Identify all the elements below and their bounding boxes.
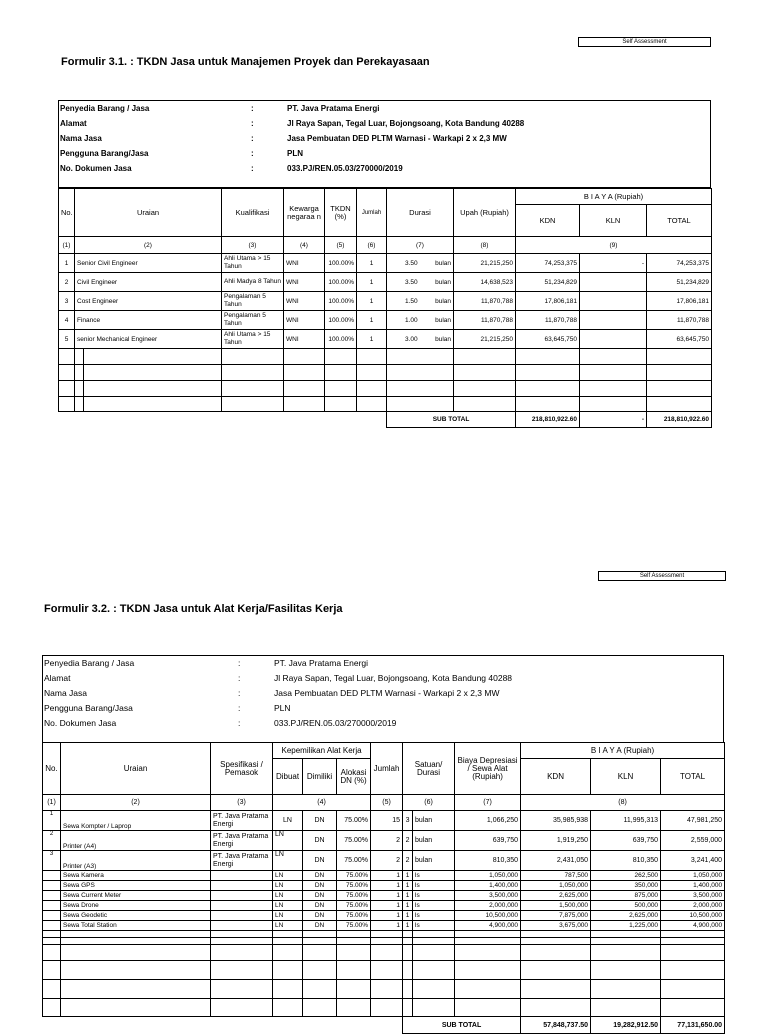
empty-row (43, 980, 725, 999)
row-alokasi: 75.00% (337, 901, 371, 911)
row-jumlah: 1 (357, 273, 387, 292)
row-uraian: Printer (A3) (61, 851, 211, 871)
table-row (43, 811, 725, 831)
row-durasi: 2 (403, 851, 413, 871)
row-dimiliki: DN (303, 831, 337, 851)
row-durasi: 1 (403, 911, 413, 921)
row-satuan: ls (413, 871, 455, 881)
col-number: (2) (75, 237, 222, 254)
row-alokasi: 75.00% (337, 891, 371, 901)
col-kdn: KDN (516, 205, 580, 237)
col-number: (4) (273, 795, 371, 811)
info-sep: : (238, 673, 241, 683)
row-upah: 11,870,788 (454, 311, 516, 330)
col-jumlah: Jumlah (357, 189, 387, 237)
row-kln (580, 273, 647, 292)
row-satuan: bulan (435, 297, 451, 305)
row-kdn: 1,500,000 (521, 901, 591, 911)
info-label: Alamat (60, 119, 87, 128)
row-uraian: Sewa Geodetic (61, 911, 211, 921)
row-jumlah: 1 (357, 254, 387, 273)
col-satuan: Satuan/ Durasi (403, 743, 455, 795)
row-kdn: 787,500 (521, 871, 591, 881)
info-sep: : (238, 688, 241, 698)
row-dimiliki: DN (303, 911, 337, 921)
table-row (43, 851, 725, 871)
info-value: 033.PJ/REN.05.03/270000/2019 (287, 164, 403, 173)
info-sep: : (251, 149, 254, 158)
row-total: 3,241,400 (661, 851, 725, 871)
row-biaya: 1,066,250 (455, 811, 521, 831)
col-tkdn: TKDN (%) (325, 189, 357, 237)
row-jumlah: 1 (357, 330, 387, 349)
row-total: 51,234,829 (647, 273, 712, 292)
row-jumlah: 1 (357, 311, 387, 330)
col-jumlah: Jumlah (371, 743, 403, 795)
row-kln (580, 330, 647, 349)
row-dibuat: LN (273, 871, 303, 881)
row-jumlah: 2 (371, 851, 403, 871)
row-uraian: Sewa Total Station (61, 921, 211, 931)
row-kualifikasi: Ahli Madya 8 Tahun (222, 273, 284, 292)
row-no: 3 (43, 851, 61, 871)
row-dimiliki: DN (303, 921, 337, 931)
info-value: PLN (274, 703, 291, 713)
row-durasi: 1 (403, 901, 413, 911)
self-assessment-box: Self Assessment (598, 571, 726, 581)
row-dibuat: LN (273, 901, 303, 911)
row-dibuat: LN (273, 921, 303, 931)
col-number: (5) (371, 795, 403, 811)
row-kualifikasi: Pengalaman 5 Tahun (222, 292, 284, 311)
row-satuan: bulan (413, 811, 455, 831)
col-number: (8) (454, 237, 516, 254)
row-kdn: 35,985,938 (521, 811, 591, 831)
col-kdn: KDN (521, 759, 591, 795)
row-jumlah: 1 (357, 292, 387, 311)
table-row (43, 831, 725, 851)
row-tkdn: 100.00% (325, 273, 357, 292)
col-biaya-dep: Biaya Depresiasi / Sewa Alat (Rupiah) (455, 743, 521, 795)
row-no: 3 (59, 292, 75, 311)
info-value: PLN (287, 149, 303, 158)
row-kln: 810,350 (591, 851, 661, 871)
row-biaya: 10,500,000 (455, 911, 521, 921)
row-jumlah: 1 (371, 891, 403, 901)
table-row (43, 871, 725, 881)
subtotal-kln: 19,282,912.50 (591, 1017, 661, 1034)
row-jumlah: 1 (371, 901, 403, 911)
row-durasi: 3.50 (405, 259, 418, 267)
row-kln: 2,625,000 (591, 911, 661, 921)
row-kdn: 74,253,375 (516, 254, 580, 273)
form2-table (42, 742, 725, 1034)
table-row (43, 921, 725, 931)
row-alokasi: 75.00% (337, 921, 371, 931)
info-sep: : (251, 164, 254, 173)
info-label: Alamat (44, 673, 71, 683)
col-kewarganegaraan: Kewarga negaraa n (284, 189, 325, 237)
empty-row (43, 999, 725, 1017)
row-satuan: bulan (435, 335, 451, 343)
row-satuan: bulan (413, 851, 455, 871)
table-row (59, 292, 712, 311)
row-total: 1,050,000 (661, 871, 725, 881)
self-assessment-box: Self Assessment (578, 37, 711, 47)
row-satuan: ls (413, 881, 455, 891)
row-kdn: 2,431,050 (521, 851, 591, 871)
col-no: No. (59, 189, 75, 237)
table-row (59, 273, 712, 292)
row-kln: 262,500 (591, 871, 661, 881)
row-dibuat: LN (273, 851, 303, 871)
row-total: 2,559,000 (661, 831, 725, 851)
subtotal-row (43, 1017, 725, 1034)
empty-row (59, 349, 712, 365)
col-number: (6) (357, 237, 387, 254)
col-biaya: B I A Y A (Rupiah) (516, 189, 712, 205)
row-satuan: ls (413, 921, 455, 931)
subtotal-kdn: 218,810,922.60 (516, 412, 580, 428)
row-dibuat: LN (273, 891, 303, 901)
info-label: Nama Jasa (60, 134, 102, 143)
empty-row (43, 945, 725, 961)
row-kdn: 17,806,181 (516, 292, 580, 311)
info-value: PT. Java Pratama Energi (287, 104, 380, 113)
row-satuan: bulan (435, 278, 451, 286)
col-durasi: Durasi (387, 189, 454, 237)
row-dimiliki: DN (303, 891, 337, 901)
row-satuan: bulan (435, 316, 451, 324)
row-dibuat: LN (273, 811, 303, 831)
table-row (59, 330, 712, 349)
table-row (43, 891, 725, 901)
row-no: 1 (59, 254, 75, 273)
row-kdn: 1,919,250 (521, 831, 591, 851)
row-durasi: 1 (403, 881, 413, 891)
row-warga: WNI (284, 330, 325, 349)
info-label: Nama Jasa (44, 688, 87, 698)
col-kln: KLN (580, 205, 647, 237)
row-satuan: ls (413, 911, 455, 921)
row-durasi: 2 (403, 831, 413, 851)
row-dimiliki: DN (303, 851, 337, 871)
info-value: Jl Raya Sapan, Tegal Luar, Bojongsoang, Kota Bandung 40288 (287, 119, 525, 128)
row-upah: 21,215,250 (454, 330, 516, 349)
col-kln: KLN (591, 759, 661, 795)
row-alokasi: 75.00% (337, 831, 371, 851)
row-kualifikasi: Ahli Utama > 15 Tahun (222, 330, 284, 349)
row-tkdn: 100.00% (325, 311, 357, 330)
row-biaya: 810,350 (455, 851, 521, 871)
row-biaya: 639,750 (455, 831, 521, 851)
row-biaya: 1,050,000 (455, 871, 521, 881)
empty-row (59, 365, 712, 381)
info-label: Penyedia Barang / Jasa (44, 658, 135, 668)
row-tkdn: 100.00% (325, 292, 357, 311)
row-warga: WNI (284, 254, 325, 273)
form1-title: Formulir 3.1. : TKDN Jasa untuk Manajemen Proyek dan Perekayasaan (61, 56, 430, 68)
row-uraian: Senior Civil Engineer (75, 254, 222, 273)
col-dimiliki: Dimiliki (303, 759, 337, 795)
info-sep: : (238, 658, 241, 668)
col-total: TOTAL (661, 759, 725, 795)
form1-table (58, 188, 712, 428)
row-no: 5 (59, 330, 75, 349)
row-uraian: Sewa Current Meter (61, 891, 211, 901)
col-no: No. (43, 743, 61, 795)
row-durasi: 3.00 (405, 335, 418, 343)
empty-row (43, 961, 725, 980)
col-number: (1) (43, 795, 61, 811)
row-kdn: 3,675,000 (521, 921, 591, 931)
info-sep: : (238, 703, 241, 713)
row-no: 2 (59, 273, 75, 292)
row-spes: PT. Java Pratama Energi (211, 851, 273, 871)
row-total: 74,253,375 (647, 254, 712, 273)
col-total: TOTAL (647, 205, 712, 237)
row-dimiliki: DN (303, 901, 337, 911)
col-biaya: B I A Y A (Rupiah) (521, 743, 725, 759)
row-jumlah: 1 (371, 921, 403, 931)
row-uraian: Finance (75, 311, 222, 330)
empty-row (59, 381, 712, 397)
row-alokasi: 75.00% (337, 811, 371, 831)
row-uraian: Cost Engineer (75, 292, 222, 311)
row-kdn: 51,234,829 (516, 273, 580, 292)
row-total: 11,870,788 (647, 311, 712, 330)
subtotal-label: SUB TOTAL (403, 1017, 521, 1034)
col-number: (9) (516, 237, 712, 254)
col-uraian: Uraian (75, 189, 222, 237)
col-uraian: Uraian (61, 743, 211, 795)
row-kln (580, 311, 647, 330)
col-number: (7) (387, 237, 454, 254)
col-number: (7) (455, 795, 521, 811)
row-uraian: Sewa Kamera (61, 871, 211, 881)
row-kln (580, 292, 647, 311)
col-number: (8) (521, 795, 725, 811)
row-kln: 1,225,000 (591, 921, 661, 931)
row-total: 17,806,181 (647, 292, 712, 311)
row-satuan: ls (413, 901, 455, 911)
table-row (59, 311, 712, 330)
row-alokasi: 75.00% (337, 851, 371, 871)
row-durasi: 3.50 (405, 278, 418, 286)
info-sep: : (251, 104, 254, 113)
empty-row (59, 397, 712, 412)
row-total: 63,645,750 (647, 330, 712, 349)
row-total: 4,900,000 (661, 921, 725, 931)
info-label: No. Dokumen Jasa (60, 164, 132, 173)
col-spesifikasi: Spesifikasi / Pemasok (211, 743, 273, 795)
row-kln: 875,000 (591, 891, 661, 901)
form2-title: Formulir 3.2. : TKDN Jasa untuk Alat Kerja/Fasilitas Kerja (44, 603, 343, 615)
row-uraian: Civil Engineer (75, 273, 222, 292)
row-kln: - (580, 254, 647, 273)
row-dibuat: LN (273, 831, 303, 851)
row-kln: 639,750 (591, 831, 661, 851)
row-no: 1 (43, 811, 61, 831)
row-kualifikasi: Ahli Utama > 15 Tahun (222, 254, 284, 273)
row-total: 1,400,000 (661, 881, 725, 891)
row-alokasi: 75.00% (337, 871, 371, 881)
row-kln: 500,000 (591, 901, 661, 911)
row-dimiliki: DN (303, 881, 337, 891)
row-total: 2,000,000 (661, 901, 725, 911)
row-kdn: 11,870,788 (516, 311, 580, 330)
row-warga: WNI (284, 292, 325, 311)
row-satuan: bulan (413, 831, 455, 851)
col-number: (6) (403, 795, 455, 811)
row-dimiliki: DN (303, 871, 337, 881)
row-uraian: Sewa Kompter / Laprop (61, 811, 211, 831)
col-number: (1) (59, 237, 75, 254)
row-kln: 350,000 (591, 881, 661, 891)
table-row (43, 911, 725, 921)
info-label: Penyedia Barang / Jasa (60, 104, 150, 113)
subtotal-total: 77,131,650.00 (661, 1017, 725, 1034)
col-kepemilikan: Kepemilikan Alat Kerja (273, 743, 371, 759)
row-kdn: 1,050,000 (521, 881, 591, 891)
row-durasi: 1.00 (405, 316, 418, 324)
empty-row (43, 938, 725, 945)
row-jumlah: 2 (371, 831, 403, 851)
row-uraian: Sewa Drone (61, 901, 211, 911)
row-upah: 14,638,523 (454, 273, 516, 292)
row-kdn: 7,875,000 (521, 911, 591, 921)
table-row (59, 254, 712, 273)
empty-row (43, 931, 725, 938)
info-label: Pengguna Barang/Jasa (60, 149, 149, 158)
row-dibuat: LN (273, 881, 303, 891)
col-number: (2) (61, 795, 211, 811)
row-durasi: 1.50 (405, 297, 418, 305)
row-jumlah: 1 (371, 911, 403, 921)
row-biaya: 1,400,000 (455, 881, 521, 891)
col-number: (3) (222, 237, 284, 254)
col-number: (4) (284, 237, 325, 254)
row-durasi: 1 (403, 871, 413, 881)
subtotal-row (59, 412, 712, 428)
info-value: 033.PJ/REN.05.03/270000/2019 (274, 718, 397, 728)
row-kln: 11,995,313 (591, 811, 661, 831)
col-number: (3) (211, 795, 273, 811)
row-spes: PT. Java Pratama Energi (211, 811, 273, 831)
row-total: 47,981,250 (661, 811, 725, 831)
row-upah: 21,215,250 (454, 254, 516, 273)
info-value: Jasa Pembuatan DED PLTM Warnasi - Warkapi 2 x 2,3 MW (287, 134, 507, 143)
table-row (43, 901, 725, 911)
subtotal-kdn: 57,848,737.50 (521, 1017, 591, 1034)
row-alokasi: 75.00% (337, 911, 371, 921)
row-jumlah: 1 (371, 881, 403, 891)
info-sep: : (251, 134, 254, 143)
row-jumlah: 15 (371, 811, 403, 831)
row-uraian: Printer (A4) (61, 831, 211, 851)
subtotal-label: SUB TOTAL (387, 412, 516, 428)
row-uraian: Sewa GPS (61, 881, 211, 891)
info-value: PT. Java Pratama Energi (274, 658, 369, 668)
row-satuan: bulan (435, 259, 451, 267)
info-label: No. Dokumen Jasa (44, 718, 117, 728)
col-upah: Upah (Rupiah) (454, 189, 516, 237)
row-warga: WNI (284, 273, 325, 292)
row-warga: WNI (284, 311, 325, 330)
row-kdn: 63,645,750 (516, 330, 580, 349)
col-dibuat: Dibuat (273, 759, 303, 795)
col-alokasi: Alokasi DN (%) (337, 759, 371, 795)
row-durasi: 3 (403, 811, 413, 831)
subtotal-kln: - (580, 412, 647, 428)
row-kdn: 2,625,000 (521, 891, 591, 901)
table-row (43, 881, 725, 891)
col-number: (5) (325, 237, 357, 254)
row-dimiliki: DN (303, 811, 337, 831)
row-total: 3,500,000 (661, 891, 725, 901)
row-durasi: 1 (403, 891, 413, 901)
row-biaya: 4,900,000 (455, 921, 521, 931)
row-satuan: ls (413, 891, 455, 901)
row-spes: PT. Java Pratama Energi (211, 831, 273, 851)
subtotal-total: 218,810,922.60 (647, 412, 712, 428)
info-sep: : (251, 119, 254, 128)
col-kualifikasi: Kualifikasi (222, 189, 284, 237)
row-alokasi: 75.00% (337, 881, 371, 891)
row-total: 10,500,000 (661, 911, 725, 921)
info-value: Jl Raya Sapan, Tegal Luar, Bojongsoang, Kota Bandung 40288 (274, 673, 513, 683)
row-biaya: 3,500,000 (455, 891, 521, 901)
row-upah: 11,870,788 (454, 292, 516, 311)
row-jumlah: 1 (371, 871, 403, 881)
row-tkdn: 100.00% (325, 254, 357, 273)
row-durasi: 1 (403, 921, 413, 931)
info-value: Jasa Pembuatan DED PLTM Warnasi - Warkapi 2 x 2,3 MW (274, 688, 500, 698)
row-biaya: 2,000,000 (455, 901, 521, 911)
row-dibuat: LN (273, 911, 303, 921)
info-label: Pengguna Barang/Jasa (44, 703, 133, 713)
row-tkdn: 100.00% (325, 330, 357, 349)
info-sep: : (238, 718, 241, 728)
row-kualifikasi: Pengalaman 5 Tahun (222, 311, 284, 330)
row-no: 4 (59, 311, 75, 330)
row-uraian: senior Mechanical Engineer (75, 330, 222, 349)
row-no: 2 (43, 831, 61, 851)
